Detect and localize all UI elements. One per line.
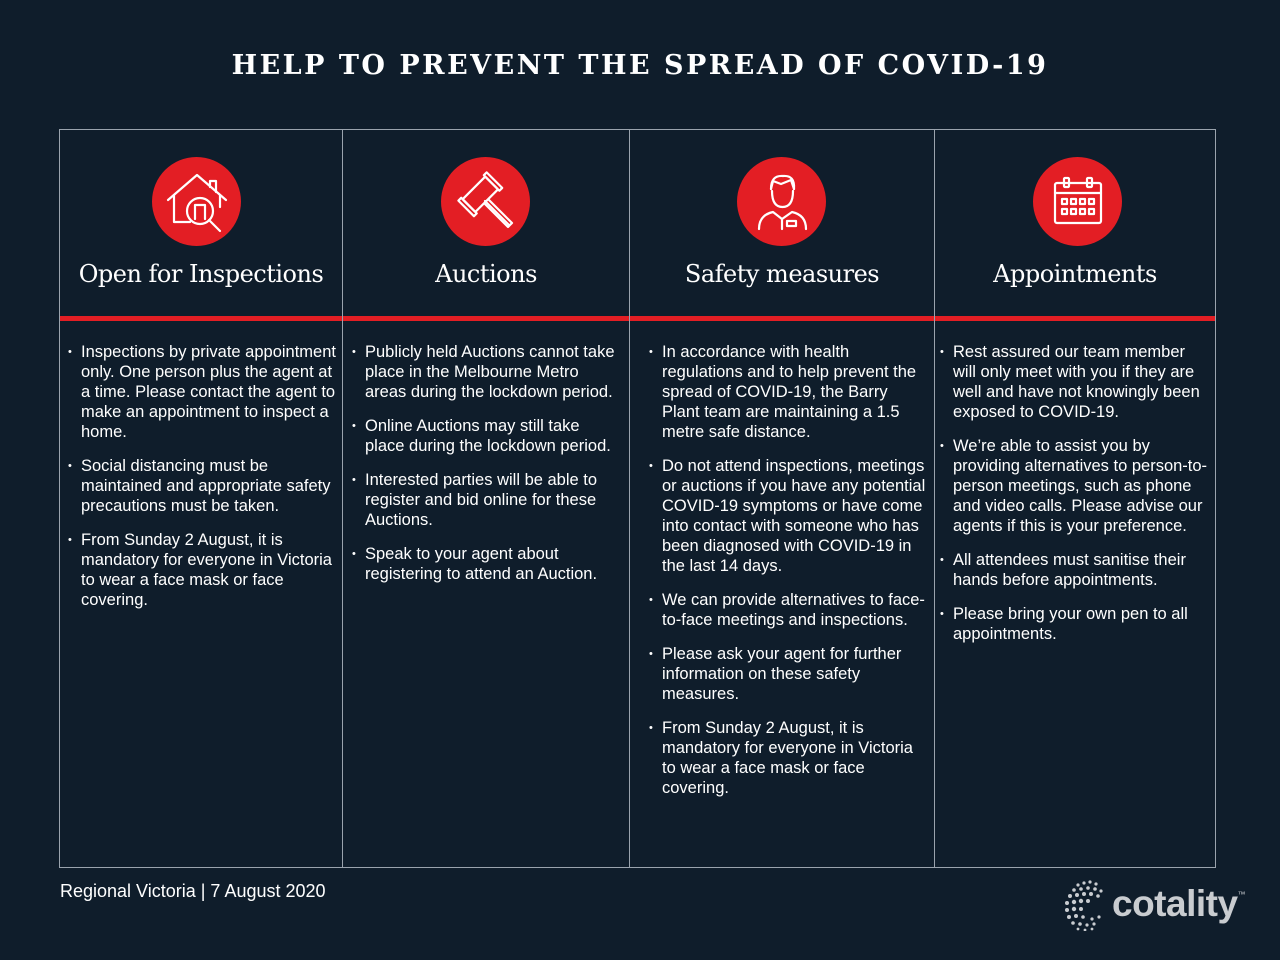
list-item: • We can provide alternatives to face-to-face meetings and inspections. xyxy=(649,590,929,630)
list-item: • We’re able to assist you by providing alternatives to person-to-person meetings, such as phone and video calls. Please advise our agents if this is your preference. xyxy=(940,436,1212,536)
list-item: • From Sunday 2 August, it is mandatory for everyone in Victoria to wear a face mask or face covering. xyxy=(649,718,929,798)
list-item: • Do not attend inspections, meetings or auctions if you have any potential COVID-19 symptoms or have come into contact with someone who has been diagnosed with COVID-19 in the last 14 days. xyxy=(649,456,929,576)
footer-location-date: Regional Victoria | 7 August 2020 xyxy=(60,881,326,901)
globe-logo-icon xyxy=(1062,877,1108,931)
house-magnifier-icon xyxy=(152,157,241,246)
column-inspections xyxy=(60,130,343,867)
list-item: • Publicly held Auctions cannot take place in the Melbourne Metro areas during the lockdown period. xyxy=(352,342,622,402)
logo-trademark: ™ xyxy=(1237,890,1246,899)
calendar-icon xyxy=(1033,157,1122,246)
info-grid xyxy=(59,129,1216,868)
list-item: • In accordance with health regulations and to help prevent the spread of COVID-19, the Barry Plant team are maintaining a 1.5 metre safe distance. xyxy=(649,342,929,442)
gavel-icon xyxy=(441,157,530,246)
column-heading: Open for Inspections xyxy=(78,260,324,288)
column-heading: Safety measures xyxy=(684,260,880,288)
list-item: • Speak to your agent about registering to attend an Auction. xyxy=(352,544,622,584)
column-safety xyxy=(630,130,935,867)
list-item: • All attendees must sanitise their hands before appointments. xyxy=(940,550,1212,590)
list-item: • Inspections by private appointment only. One person plus the agent at a time. Please contact the agent to make an appointment to inspect a home. xyxy=(68,342,336,442)
list-item: • Please bring your own pen to all appointments. xyxy=(940,604,1212,644)
list-item: • Online Auctions may still take place during the lockdown period. xyxy=(352,416,622,456)
list-item: • Please ask your agent for further information on these safety measures. xyxy=(649,644,929,704)
red-divider xyxy=(60,316,342,321)
logo-wordmark: cotality xyxy=(1112,883,1238,924)
page-title: HELP TO PREVENT THE SPREAD OF COVID-19 xyxy=(231,50,1049,81)
column-appointments xyxy=(935,130,1215,867)
bullet-list xyxy=(352,342,622,598)
bullet-list xyxy=(940,342,1212,658)
list-item: • Interested parties will be able to register and bid online for these Auctions. xyxy=(352,470,622,530)
red-divider xyxy=(343,316,629,321)
red-divider xyxy=(630,316,934,321)
agent-person-icon xyxy=(737,157,826,246)
bullet-list xyxy=(649,342,929,812)
list-item: • Social distancing must be maintained and appropriate safety precautions must be taken. xyxy=(68,456,336,516)
bullet-list xyxy=(68,342,336,624)
column-heading: Auctions xyxy=(435,260,537,288)
cotality-logo xyxy=(1062,876,1246,932)
column-auctions xyxy=(343,130,630,867)
list-item: • Rest assured our team member will only meet with you if they are well and have not knowingly been exposed to COVID-19. xyxy=(940,342,1212,422)
column-heading: Appointments xyxy=(993,260,1157,288)
red-divider xyxy=(935,316,1215,321)
list-item: • From Sunday 2 August, it is mandatory for everyone in Victoria to wear a face mask or face covering. xyxy=(68,530,336,610)
